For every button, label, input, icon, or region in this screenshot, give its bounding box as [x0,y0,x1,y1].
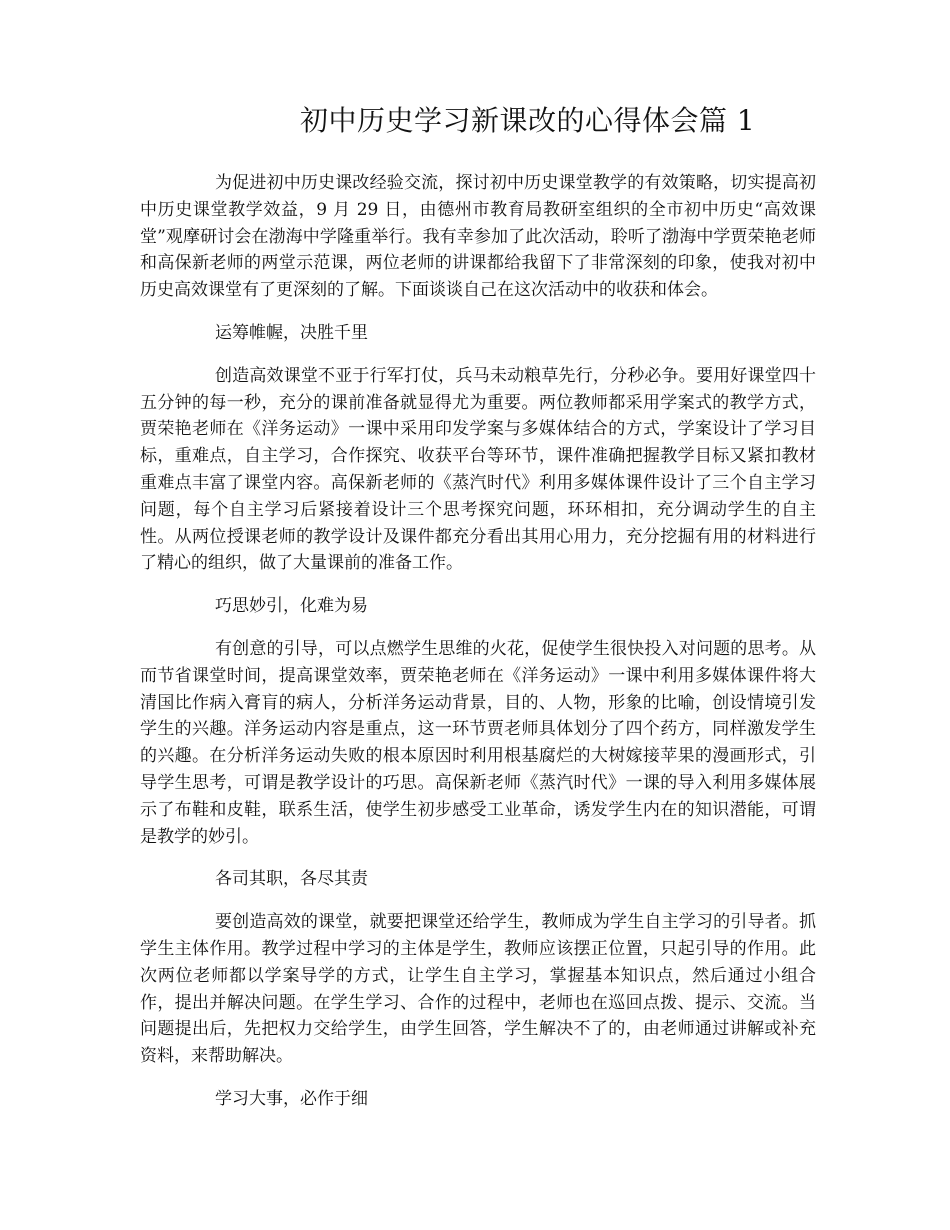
body-paragraph: 创造高效课堂不亚于行军打仗，兵马未动粮草先行，分秒必争。要用好课堂四十五分钟的每一秒，充分的课前准备就显得尤为重要。两位教师都采用学案式的教学方式，贾荣艳老师在《洋务运动》一课中采用印发学案与多媒体结合的方式，学案设计了学习目标，重难点，自主学习，合作探究、收获平台等环节，课件准确把握教学目标又紧扣教材重难点丰富了课堂内容。高保新老师的《蒸汽时代》利用多媒体课件设计了三个自主学习问题，每个自主学习后紧接着设计三个思考探究问题，环环相扣，充分调动学生的自主性。从两位授课老师的教学设计及课件都充分看出其用心用力，充分挖掘有用的材料进行了精心的组织，做了大量课前的准备工作。 [140,365,816,574]
section-heading: 各司其职，各尽其责 [215,869,368,890]
section-heading: 运筹帷幄，决胜千里 [215,322,368,343]
document-title: 初中历史学习新课改的心得体会篇 1 [300,104,756,137]
document-body [140,170,816,1129]
intro-paragraph: 为促进初中历史课改经验交流，探讨初中历史课堂教学的有效策略，切实提高初中历史课堂教学效益，9 月 29 日，由德州市教育局教研室组织的全市初中历史“高效课堂”观摩研讨会在渤海中学隆重举行。我有幸参加了此次活动，聆听了渤海中学贾荣艳老师和高保新老师的两堂示范课，两位老师的讲课都给我留下了非常深刻的印象，使我对初中历史高效课堂有了更深刻的了解。下面谈谈自己在这次活动中的收获和体会。 [140,173,816,301]
body-paragraph: 有创意的引导，可以点燃学生思维的火花，促使学生很快投入对问题的思考。从而节省课堂时间，提高课堂效率，贾荣艳老师在《洋务运动》一课中利用多媒体课件将大清国比作病入膏肓的病人，分析洋务运动背景，目的、人物，形象的比喻，创设情境引发学生的兴趣。洋务运动内容是重点，这一环节贾老师具体划分了四个药方，同样激发学生的兴趣。在分析洋务运动失败的根本原因时利用根基腐烂的大树嫁接苹果的漫画形式，引导学生思考，可谓是教学设计的巧思。高保新老师《蒸汽时代》一课的导入利用多媒体展示了布鞋和皮鞋，联系生活，使学生初步感受工业革命，诱发学生内在的知识潜能，可谓是教学的妙引。 [140,638,816,847]
section-heading: 学习大事，必作于细 [215,1088,368,1109]
body-paragraph: 要创造高效的课堂，就要把课堂还给学生，教师成为学生自主学习的引导者。抓学生主体作用。教学过程中学习的主体是学生，教师应该摆正位置，只起引导的作用。此次两位老师都以学案导学的方式，让学生自主学习，掌握基本知识点，然后通过小组合作，提出并解决问题。在学生学习、合作的过程中，老师也在巡回点拨、提示、交流。当问题提出后，先把权力交给学生，由学生回答，学生解决不了的，由老师通过讲解或补充资料，来帮助解决。 [140,912,816,1067]
section-heading: 巧思妙引，化难为易 [215,596,368,617]
